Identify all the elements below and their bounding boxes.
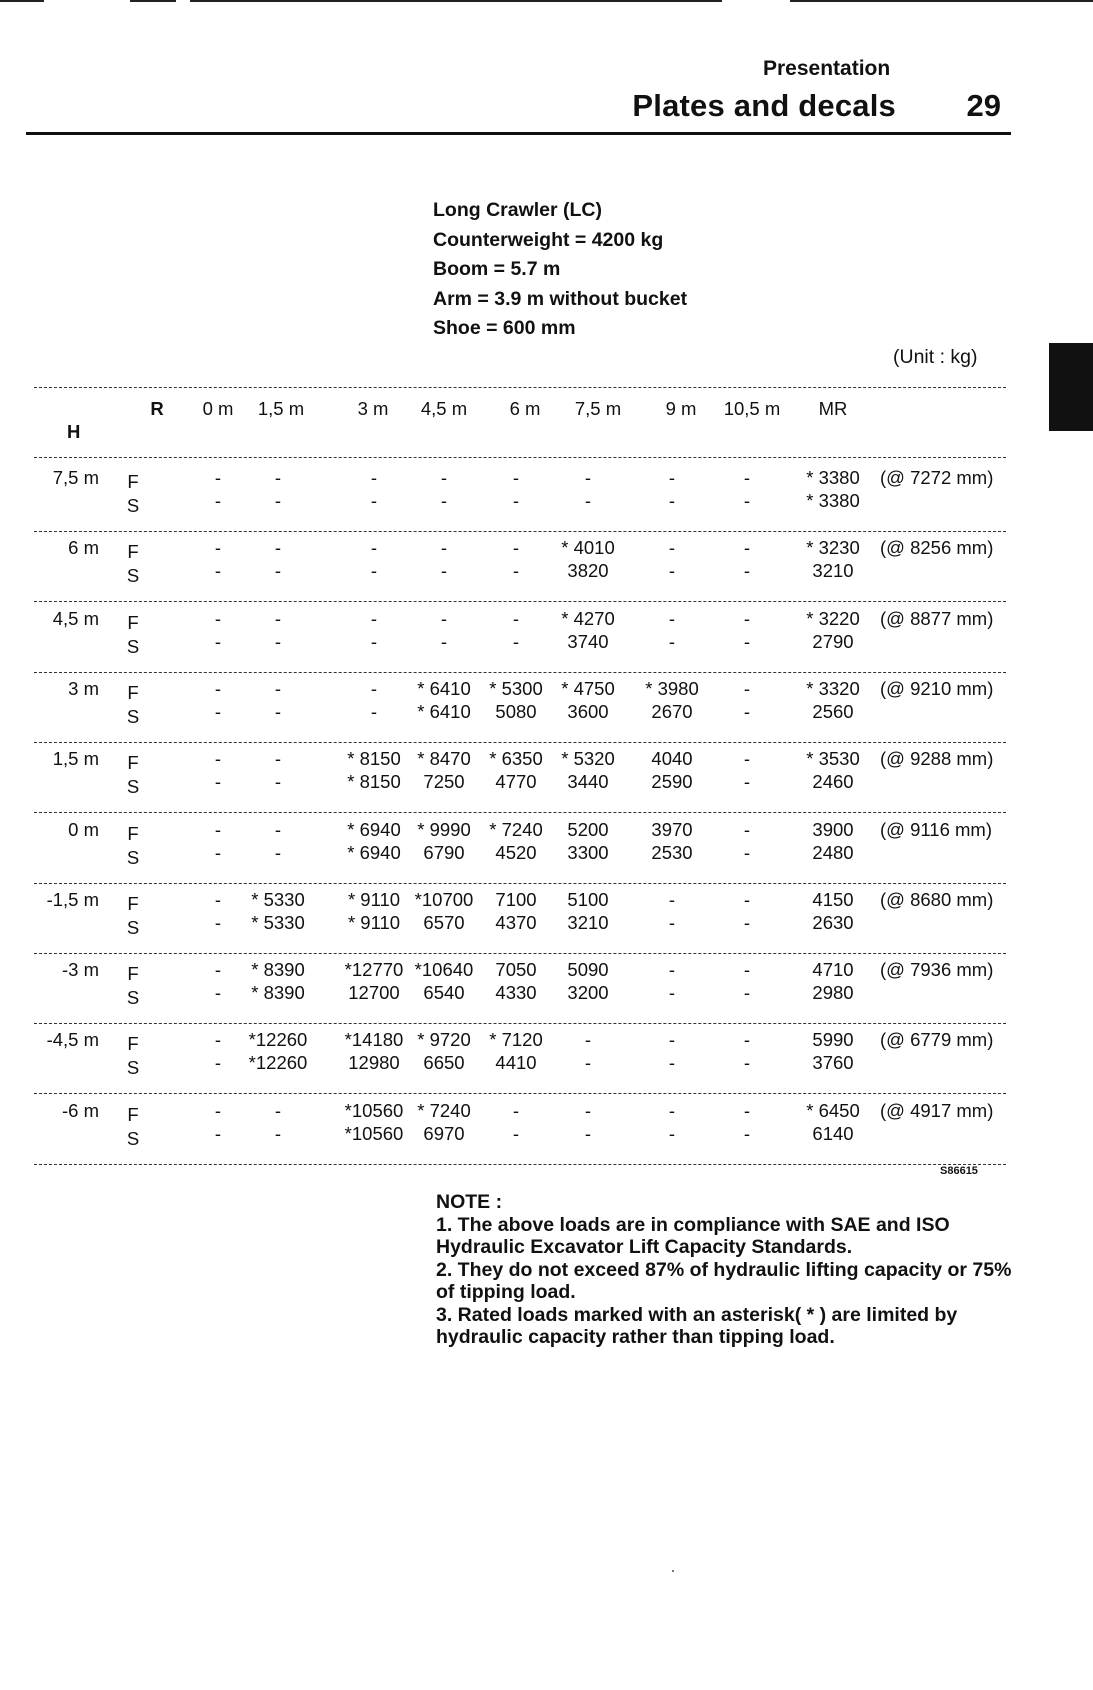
height-label: -1,5 m <box>46 888 99 910</box>
front-value: * 3230 <box>806 537 860 559</box>
side-value: 3760 <box>812 1052 854 1074</box>
front-value: *14180 <box>344 1029 404 1051</box>
side-value: - <box>743 630 751 652</box>
side-value: - <box>743 490 751 511</box>
front-label: F <box>127 681 139 703</box>
side-value: - <box>214 982 222 1004</box>
side-value: - <box>370 560 378 582</box>
side-value: - <box>512 1122 520 1144</box>
side-value: - <box>370 490 378 511</box>
side-value: - <box>214 1122 222 1144</box>
side-value: - <box>214 1052 222 1074</box>
column-header: 7,5 m <box>574 398 622 419</box>
side-value: 4370 <box>495 911 537 933</box>
side-value: 6970 <box>423 1122 465 1144</box>
top-rule-2 <box>130 0 176 2</box>
side-value: - <box>743 1122 751 1144</box>
front-value: * 9110 <box>347 888 401 910</box>
section-label: Presentation <box>763 57 891 80</box>
front-value: 4150 <box>812 888 854 910</box>
front-value: - <box>214 1099 222 1121</box>
side-value: - <box>274 1122 282 1144</box>
front-value: - <box>668 537 676 559</box>
side-value: 3200 <box>567 982 609 1004</box>
h-header: H <box>67 421 81 442</box>
front-value: - <box>743 959 751 981</box>
front-value: - <box>512 607 520 629</box>
side-value: - <box>584 1052 592 1074</box>
front-value: - <box>214 748 222 770</box>
row-divider <box>34 387 1006 388</box>
side-value: 2670 <box>651 700 693 722</box>
top-rule-3 <box>190 0 722 2</box>
front-value: * 6450 <box>806 1099 860 1121</box>
side-value: - <box>668 982 676 1004</box>
row-divider <box>34 1093 1006 1094</box>
front-value: * 3380 <box>806 467 860 488</box>
spec-line: Arm = 3.9 m without bucket <box>433 287 688 310</box>
row-divider <box>34 742 1006 743</box>
front-label: F <box>127 892 139 914</box>
front-value: - <box>668 1029 676 1051</box>
front-value: - <box>214 537 222 559</box>
front-value: - <box>274 748 282 770</box>
front-value: - <box>743 748 751 770</box>
side-label: S <box>126 635 140 657</box>
front-value: - <box>668 467 676 488</box>
side-value: 2630 <box>812 911 854 933</box>
front-value: - <box>743 607 751 629</box>
side-value: 5080 <box>495 700 537 722</box>
side-value: - <box>274 630 282 652</box>
side-value: - <box>274 490 282 511</box>
side-value: 3600 <box>567 700 609 722</box>
r-header: R <box>150 398 164 419</box>
front-value: * 7240 <box>417 1099 471 1121</box>
side-value: 2480 <box>812 841 854 863</box>
front-value: - <box>512 467 520 488</box>
row-divider <box>34 531 1006 532</box>
side-value: - <box>512 490 520 511</box>
front-value: - <box>214 888 222 910</box>
height-label: -3 m <box>62 959 99 981</box>
side-value: 2560 <box>812 700 854 722</box>
side-value: - <box>214 630 222 652</box>
front-value: 5100 <box>567 888 609 910</box>
front-value: - <box>370 677 378 699</box>
front-value: * 8470 <box>417 748 471 770</box>
front-value: - <box>743 467 751 488</box>
side-value: 2460 <box>812 771 854 793</box>
front-value: * 4010 <box>561 537 615 559</box>
side-value: - <box>370 700 378 722</box>
front-value: 4040 <box>651 748 693 770</box>
front-value: - <box>214 677 222 699</box>
front-label: F <box>127 541 139 563</box>
page-number: 29 <box>966 88 1001 123</box>
side-value: 3820 <box>567 560 609 582</box>
side-value: - <box>668 630 676 652</box>
front-value: - <box>274 818 282 840</box>
side-value: - <box>668 1122 676 1144</box>
spec-line: Counterweight = 4200 kg <box>433 228 664 251</box>
height-label: 3 m <box>68 677 99 699</box>
side-value: - <box>743 1052 751 1074</box>
front-label: F <box>127 822 139 844</box>
side-value: - <box>370 630 378 652</box>
figure-code: S86615 <box>940 1165 978 1177</box>
front-value: * 7120 <box>489 1029 543 1051</box>
front-value: * 5300 <box>489 677 543 699</box>
side-value: 2790 <box>812 630 854 652</box>
front-value: - <box>512 537 520 559</box>
front-value: * 5320 <box>561 748 615 770</box>
front-value: - <box>440 537 448 559</box>
row-divider <box>34 672 1006 673</box>
side-value: 2590 <box>651 771 693 793</box>
front-value: *12770 <box>344 959 404 981</box>
front-value: - <box>274 537 282 559</box>
side-value: - <box>274 700 282 722</box>
side-value: 6540 <box>423 982 465 1004</box>
side-value: - <box>214 490 222 511</box>
height-label: 0 m <box>68 818 99 840</box>
front-value: - <box>584 1099 592 1121</box>
side-label: S <box>126 1057 140 1079</box>
unit-label: (Unit : kg) <box>893 346 978 368</box>
title-row <box>26 84 1011 135</box>
front-value: 5200 <box>567 818 609 840</box>
side-value: - <box>440 630 448 652</box>
side-value: - <box>743 560 751 582</box>
spec-line: Long Crawler (LC) <box>433 199 602 221</box>
front-label: F <box>127 1103 139 1125</box>
machine-specs <box>433 196 687 344</box>
front-value: * 4270 <box>561 607 615 629</box>
side-value: - <box>440 490 448 511</box>
front-value: * 5330 <box>251 888 305 910</box>
front-value: 5090 <box>567 959 609 981</box>
side-value: - <box>214 560 222 582</box>
reach-value: (@ 8877 mm) <box>880 607 994 629</box>
side-value: - <box>743 982 751 1004</box>
side-value: 6570 <box>423 911 465 933</box>
front-value: - <box>214 1029 222 1051</box>
side-value: - <box>274 560 282 582</box>
front-value: * 9720 <box>417 1029 471 1051</box>
front-label: F <box>127 611 139 633</box>
side-value: *12260 <box>248 1052 308 1074</box>
front-value: - <box>668 607 676 629</box>
side-value: - <box>743 911 751 933</box>
side-label: S <box>126 916 140 938</box>
front-value: - <box>370 607 378 629</box>
front-value: * 3980 <box>645 677 699 699</box>
side-label: S <box>126 846 140 868</box>
thumb-index-tab <box>1049 343 1093 431</box>
side-value: 6140 <box>812 1122 854 1144</box>
front-value: - <box>743 537 751 559</box>
front-value: - <box>274 677 282 699</box>
front-value: * 6940 <box>347 818 401 840</box>
reach-value: (@ 6779 mm) <box>880 1029 994 1051</box>
side-value: - <box>584 1122 592 1144</box>
row-divider <box>34 601 1006 602</box>
side-value: - <box>214 771 222 793</box>
front-value: - <box>743 1099 751 1121</box>
column-header: 4,5 m <box>420 398 468 419</box>
side-value: - <box>274 841 282 863</box>
front-value: - <box>274 467 282 488</box>
row-divider <box>34 883 1006 884</box>
front-value: * 6410 <box>417 677 471 699</box>
top-rule-4 <box>790 0 1093 2</box>
column-header: 6 m <box>509 398 541 419</box>
front-value: - <box>274 1099 282 1121</box>
reach-value: (@ 7936 mm) <box>880 959 994 981</box>
side-value: 4410 <box>495 1052 537 1074</box>
front-value: - <box>214 607 222 629</box>
side-value: - <box>440 560 448 582</box>
side-value: 4770 <box>495 771 537 793</box>
front-value: - <box>370 537 378 559</box>
side-value: 12700 <box>348 982 400 1004</box>
column-header: 10,5 m <box>723 398 781 419</box>
height-label: 4,5 m <box>52 607 99 629</box>
notes-heading: NOTE : <box>436 1191 503 1213</box>
spec-line: Shoe = 600 mm <box>433 317 576 339</box>
front-value: - <box>584 467 592 488</box>
side-value: - <box>512 560 520 582</box>
front-value: - <box>743 1029 751 1051</box>
front-value: - <box>440 607 448 629</box>
side-value: 3210 <box>567 911 609 933</box>
side-value: - <box>668 911 676 933</box>
scan-speck <box>672 1570 674 1572</box>
column-header: MR <box>818 398 848 419</box>
front-value: - <box>743 888 751 910</box>
side-value: 2530 <box>651 841 693 863</box>
column-header: 3 m <box>357 398 389 419</box>
side-value: * 6410 <box>417 700 471 722</box>
side-value: * 8390 <box>251 982 305 1004</box>
row-divider <box>34 1164 1006 1165</box>
side-value: - <box>668 490 676 511</box>
height-label: -6 m <box>62 1099 99 1121</box>
side-value: - <box>274 771 282 793</box>
front-value: * 3320 <box>806 677 860 699</box>
spec-line: Boom = 5.7 m <box>433 258 561 280</box>
height-label: 1,5 m <box>52 748 99 770</box>
row-divider <box>34 457 1006 458</box>
side-value: 4330 <box>495 982 537 1004</box>
row-divider <box>34 953 1006 954</box>
side-value: 3210 <box>812 560 854 582</box>
front-value: - <box>214 959 222 981</box>
side-value: * 8150 <box>347 771 401 793</box>
front-value: * 3220 <box>806 607 860 629</box>
front-value: 3970 <box>651 818 693 840</box>
side-value: * 3380 <box>806 490 860 511</box>
side-label: S <box>126 705 140 727</box>
height-label: 6 m <box>68 537 99 559</box>
reach-value: (@ 4917 mm) <box>880 1099 994 1121</box>
front-value: - <box>512 1099 520 1121</box>
front-value: - <box>743 677 751 699</box>
front-value: * 7240 <box>489 818 543 840</box>
front-value: - <box>584 1029 592 1051</box>
top-rule-1 <box>0 0 44 2</box>
side-value: - <box>743 771 751 793</box>
front-value: 3900 <box>812 818 854 840</box>
reach-value: (@ 9116 mm) <box>880 818 992 840</box>
side-value: 6790 <box>423 841 465 863</box>
reach-value: (@ 9210 mm) <box>880 677 994 699</box>
side-value: 6650 <box>423 1052 465 1074</box>
note-item: 3. Rated loads marked with an asterisk( * ) are limited by hydraulic capacity rather than tipping load. <box>436 1303 958 1348</box>
front-value: * 9990 <box>417 818 471 840</box>
front-label: F <box>127 752 139 774</box>
height-label: 7,5 m <box>52 467 99 488</box>
front-value: - <box>743 818 751 840</box>
front-value: 7050 <box>495 959 537 981</box>
note-item: 1. The above loads are in compliance with SAE and ISO Hydraulic Excavator Lift Capacity Standards. <box>436 1213 950 1258</box>
side-label: S <box>126 776 140 798</box>
side-value: - <box>214 700 222 722</box>
side-value: 3440 <box>567 771 609 793</box>
front-value: - <box>668 1099 676 1121</box>
side-value: - <box>743 700 751 722</box>
row-divider <box>34 1023 1006 1024</box>
front-value: - <box>214 467 222 488</box>
front-value: *10700 <box>414 888 474 910</box>
front-value: - <box>440 467 448 488</box>
column-header: 0 m <box>202 398 234 419</box>
side-value: 4520 <box>495 841 537 863</box>
side-value: - <box>743 841 751 863</box>
front-value: * 4750 <box>561 677 615 699</box>
side-label: S <box>126 495 140 516</box>
side-value: 2980 <box>812 982 854 1004</box>
notes <box>436 1191 1016 1349</box>
front-value: - <box>370 467 378 488</box>
side-value: 7250 <box>423 771 465 793</box>
column-header: 1,5 m <box>257 398 305 419</box>
side-value: - <box>668 560 676 582</box>
front-value: - <box>214 818 222 840</box>
front-value: *10560 <box>344 1099 404 1121</box>
side-label: S <box>126 1127 140 1149</box>
side-value: 3300 <box>567 841 609 863</box>
side-value: 3740 <box>567 630 609 652</box>
side-value: - <box>668 1052 676 1074</box>
front-label: F <box>127 1033 139 1055</box>
side-value: - <box>214 911 222 933</box>
front-label: F <box>127 963 139 985</box>
side-value: - <box>214 841 222 863</box>
front-value: 5990 <box>812 1029 854 1051</box>
page-title: Plates and decals <box>632 88 896 123</box>
side-label: S <box>126 565 140 587</box>
front-value: *10640 <box>414 959 474 981</box>
reach-value: (@ 8256 mm) <box>880 537 994 559</box>
front-value: - <box>668 888 676 910</box>
reach-value: (@ 7272 mm) <box>880 467 994 488</box>
front-value: - <box>274 607 282 629</box>
side-value: - <box>584 490 592 511</box>
side-value: * 6940 <box>347 841 401 863</box>
height-label: -4,5 m <box>46 1029 99 1051</box>
side-value: *10560 <box>344 1122 404 1144</box>
column-header: 9 m <box>665 398 697 419</box>
side-value: * 5330 <box>251 911 305 933</box>
side-label: S <box>126 987 140 1009</box>
front-value: * 3530 <box>806 748 860 770</box>
side-value: - <box>512 630 520 652</box>
front-value: 7100 <box>495 888 537 910</box>
front-value: * 8150 <box>347 748 401 770</box>
note-item: 2. They do not exceed 87% of hydraulic lifting capacity or 75% of tipping load. <box>436 1258 1012 1303</box>
reach-value: (@ 8680 mm) <box>880 888 994 910</box>
side-value: * 9110 <box>347 911 401 933</box>
row-divider <box>34 812 1006 813</box>
front-value: - <box>668 959 676 981</box>
front-value: * 6350 <box>489 748 543 770</box>
front-value: 4710 <box>812 959 854 981</box>
front-label: F <box>127 471 139 492</box>
side-value: 12980 <box>348 1052 400 1074</box>
front-value: * 8390 <box>251 959 305 981</box>
reach-value: (@ 9288 mm) <box>880 748 994 770</box>
front-value: *12260 <box>248 1029 308 1051</box>
